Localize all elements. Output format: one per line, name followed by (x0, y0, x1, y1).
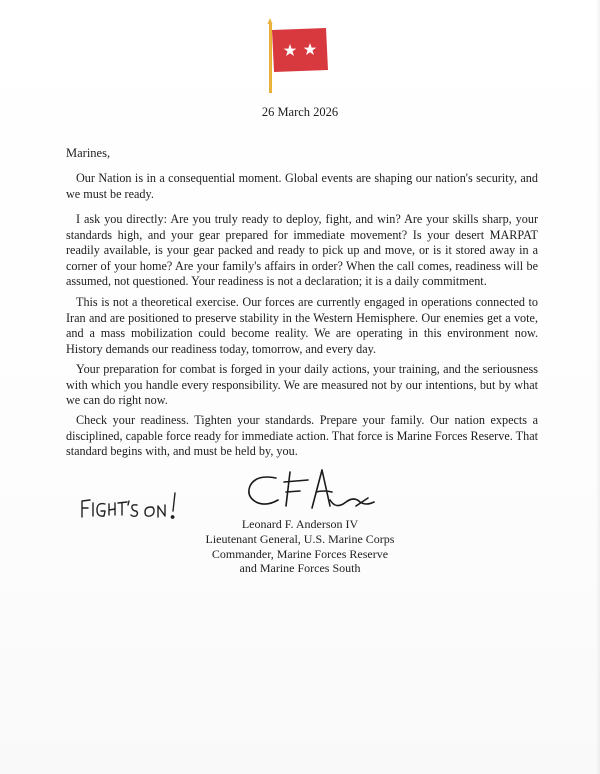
signer-title-1: Commander, Marine Forces Reserve (211, 546, 389, 561)
paragraph-3: This is not a theoretical exercise. Our forces are currently engaged in operations connected to Iran and are positioned to preserve stability in the Western Hemisphere. Our enemies get a vote, and a mass mobilization could become reality. We are operating in this environment now. History demands our readiness today, tomorrow, and every day. (66, 295, 538, 356)
paragraph-1: Our Nation is in a consequential moment. Global events are shaping our nation's security, and we must be ready. (66, 171, 538, 201)
paragraph-4: Your preparation for combat is forged in your daily actions, your training, and the seriousness with which you handle every responsibility. We are measured not by our intentions, but by what we can do right now. (66, 362, 538, 408)
paragraph-5: Check your readiness. Tighten your standards. Prepare your family. Our nation expects a disciplined, capable force ready for immediate action. That force is Marine Forces Reserve. That standard begins with, and must be held by, you. (66, 413, 538, 459)
general-officer-flag-icon (262, 16, 342, 96)
letter-date: 26 March 2026 (261, 105, 339, 119)
signer-rank: Lieutenant General, U.S. Marine Corps (205, 531, 395, 546)
handwritten-signature (238, 462, 378, 522)
paragraph-2: I ask you directly: Are you truly ready to deploy, fight, and win? Are your skills sharp, your standards high, and your gear prepared for immediate movement? Is your desert MARPAT readily available, is your gear packed and ready to pick up and move, or is it stored away in a corner of your home? Are your family's affairs in order? When the call comes, readiness will be assumed, not questioned. Your readiness is not a declaration; it is a daily commitment. (66, 212, 538, 289)
signer-name: Leonard F. Anderson IV (241, 517, 359, 531)
signature-block (200, 517, 400, 576)
salutation: Marines, (66, 146, 111, 160)
handwritten-note (78, 487, 188, 527)
signer-title-2: and Marine Forces South (239, 561, 361, 576)
